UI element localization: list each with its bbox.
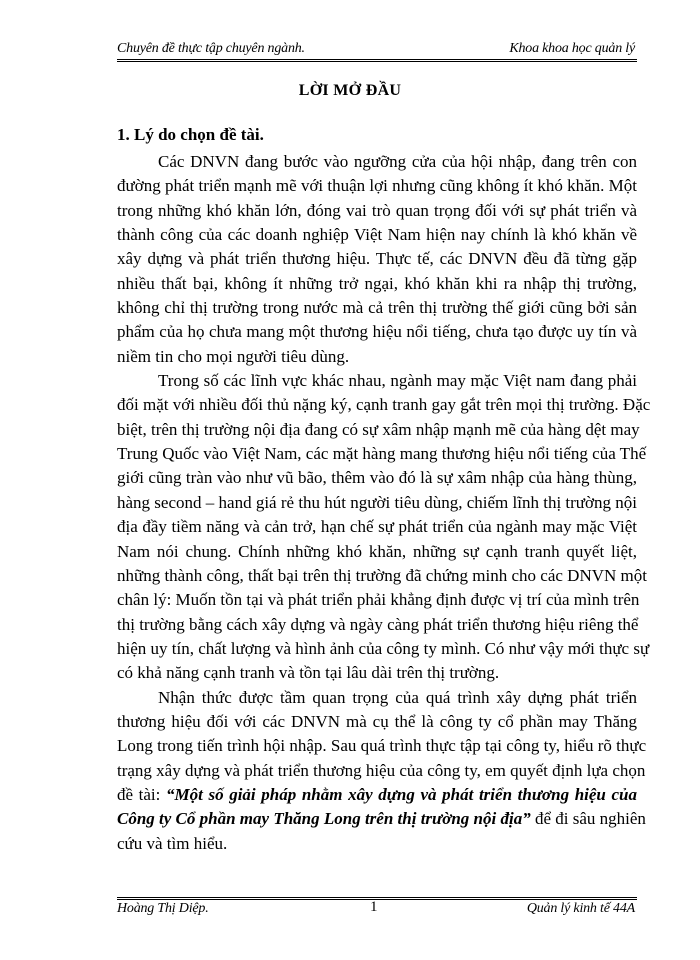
paragraph-line: nhiều thất bại, không ít những trở ngại, khó khăn khi ra nhập thị trường, <box>117 273 637 293</box>
paragraph-line: Trung Quốc vào Việt Nam, các mặt hàng mang thương hiệu nổi tiếng của Thế <box>117 444 647 464</box>
paragraph-line: thương hiệu đối với các DNVN mà cụ thể là công ty cổ phần may Thăng <box>117 711 637 731</box>
paragraph-line: phẩm của họ chưa mang một thương hiệu nổi tiếng, chưa tạo được uy tín và <box>117 322 637 342</box>
footer-class: Quản lý kinh tế 44A <box>526 901 635 916</box>
header-rule-bottom <box>117 61 637 62</box>
document-title: LỜI MỞ ĐẦU <box>298 82 402 99</box>
topic-title-part-2: Công ty Cổ phần may Thăng Long trên thị trường nội địa” <box>117 809 531 829</box>
paragraph-line: niềm tin cho mọi người tiêu dùng. <box>117 346 350 366</box>
paragraph-line: biệt, trên thị trường nội địa đang có sự xâm nhập mạnh mẽ của hàng dệt may <box>117 419 640 439</box>
paragraph-line: Trong số các lĩnh vực khác nhau, ngành may mặc Việt nam đang phải <box>158 371 637 391</box>
paragraph-line: Các DNVN đang bước vào ngưỡng cửa của hội nhập, đang trên con <box>158 152 637 171</box>
header-right-text: Khoa khoa học quản lý <box>509 41 635 56</box>
paragraph-line: giới cũng tràn vào như vũ bão, thêm vào đó là sự xâm nhập của hàng thùng, <box>117 468 637 488</box>
topic-lead-text: đề tài: <box>117 784 166 804</box>
paragraph-line: đường phát triển mạnh mẽ với thuận lợi nhưng cũng không ít khó khăn. Một <box>117 176 637 196</box>
paragraph-line: những thành công, thất bại trên thị trường đã chứng minh cho các DNVN một <box>117 565 647 585</box>
paragraph-3 <box>117 686 647 856</box>
paragraph-line <box>117 807 646 831</box>
header-rule-top <box>117 59 637 60</box>
topic-tail-text: để đi sâu nghiên <box>530 809 646 829</box>
paragraph-line: Nam nói chung. Chính những khó khăn, những sự cạnh tranh quyết liệt, <box>117 541 637 561</box>
footer-rule-bottom <box>117 899 637 900</box>
paragraph-line: trong những khó khăn lớn, đóng vai trò quan trọng đối với sự phát triển và <box>117 200 637 220</box>
paragraph-line: địa đầy tiềm năng và cản trở, hạn chế sự phát triển của ngành may mặc Việt <box>117 517 637 537</box>
paragraph-line: cứu và tìm hiểu. <box>117 833 228 853</box>
paragraph-1 <box>117 150 637 369</box>
paragraph-line: xây dựng và phát triển thương hiệu. Thực tế, các DNVN đều đã từng gặp <box>117 249 637 269</box>
paragraph-line: chân lý: Muốn tồn tại và phát triển phải khẳng định được vị trí của mình trên <box>117 590 640 610</box>
paragraph-line: Nhận thức được tầm quan trọng của quá trình xây dựng phát triển <box>158 687 637 707</box>
paragraph-line: đối mặt với nhiều đối thủ nặng ký, cạnh tranh gay gắt trên mọi thị trường. Đặc <box>117 395 651 415</box>
paragraph-line: Long trong tiến trình hội nhập. Sau quá trình thực tập tại công ty, hiểu rõ thực <box>117 736 647 756</box>
paragraph-line: không chỉ thị trường trong nước mà cả trên thị trường thế giới cũng bởi sản <box>117 298 637 318</box>
page-number: 1 <box>370 899 378 915</box>
paragraph-line: thị trường bằng cách xây dựng và ngày càng phát triển thương hiệu riêng thể <box>117 614 639 634</box>
body-text <box>117 150 651 856</box>
topic-title-part-1: “Một số giải pháp nhằm xây dựng và phát triển thương hiệu của <box>166 784 637 804</box>
paragraph-line: hàng second – hand giá rẻ thu hút người tiêu dùng, chiếm lĩnh thị trường nội <box>117 492 637 512</box>
section-heading: 1. Lý do chọn đề tài. <box>117 125 264 144</box>
header-left-text: Chuyên đề thực tập chuyên ngành. <box>117 41 305 56</box>
paragraph-line: thành công của các doanh nghiệp Việt Nam hiện nay chính là khó khăn về <box>117 225 637 245</box>
paragraph-line: hiện uy tín, chất lượng và hình ảnh của công ty mình. Có như vậy mới thực sự <box>117 638 650 658</box>
paragraph-line: có khả năng cạnh tranh và tồn tại lâu dài trên thị trường. <box>117 663 500 683</box>
footer-rule-top <box>117 897 637 898</box>
paragraph-line <box>117 783 637 807</box>
paragraph-2 <box>117 369 651 685</box>
paragraph-line: trạng xây dựng và phát triển thương hiệu của công ty, em quyết định lựa chọn <box>117 760 646 780</box>
footer-author: Hoàng Thị Diệp. <box>117 901 209 916</box>
